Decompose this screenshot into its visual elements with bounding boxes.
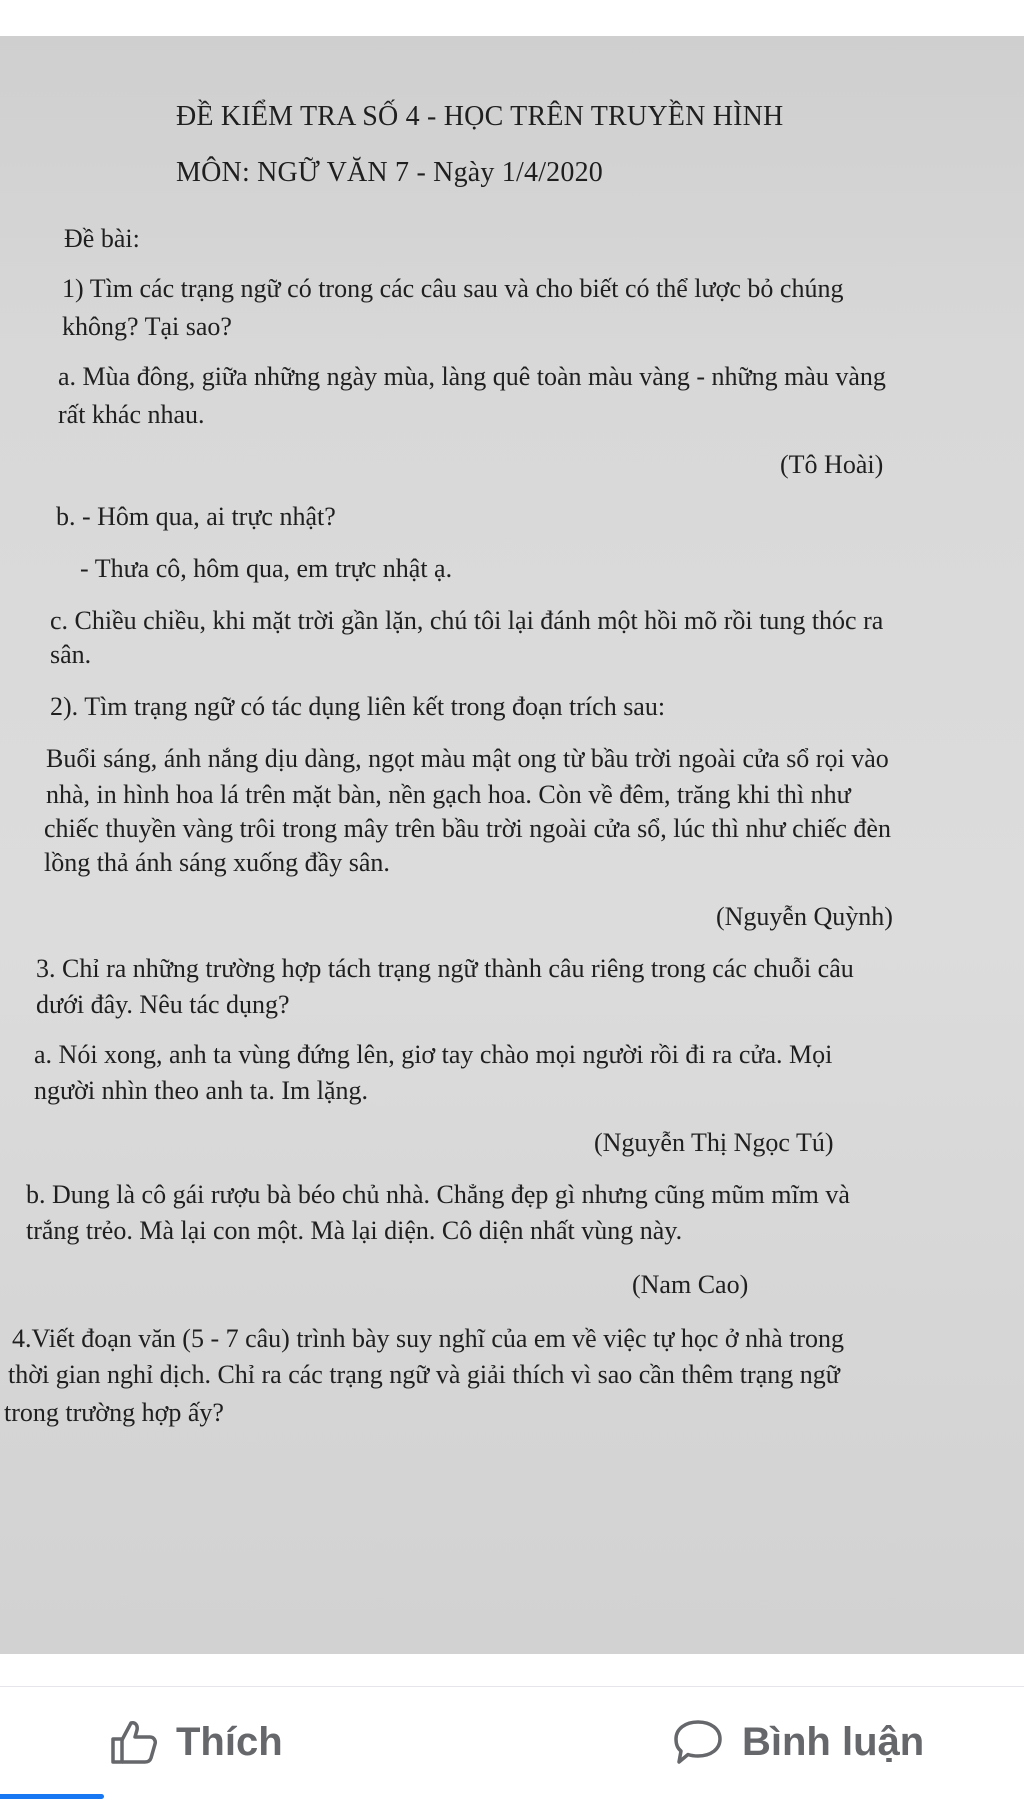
active-tab-indicator <box>0 1794 104 1799</box>
question-3a-author: (Nguyễn Thị Ngọc Tú) <box>594 1128 834 1157</box>
comment-button[interactable] <box>672 1710 924 1774</box>
like-label: Thích <box>176 1719 283 1764</box>
like-button[interactable] <box>110 1710 283 1774</box>
actions-divider <box>0 1686 1024 1687</box>
speech-bubble-icon <box>672 1718 724 1766</box>
question-3-line-2: dưới đây. Nêu tác dụng? <box>36 990 290 1019</box>
question-2-passage-line-3: chiếc thuyền vàng trôi trong mây trên bầu trời ngoài cửa sổ, lúc thì như chiếc đèn <box>44 814 891 843</box>
thumbs-up-icon <box>110 1719 158 1765</box>
question-3-line-1: 3. Chỉ ra những trường hợp tách trạng ngữ thành câu riêng trong các chuỗi câu <box>36 954 854 983</box>
question-4-line-3: trong trường hợp ấy? <box>4 1398 224 1427</box>
question-1b-line-1: b. - Hôm qua, ai trực nhật? <box>56 502 336 531</box>
question-1b-line-2: - Thưa cô, hôm qua, em trực nhật ạ. <box>80 554 453 583</box>
question-1c-line-2: sân. <box>50 640 92 669</box>
question-1-line-2: không? Tại sao? <box>62 312 232 341</box>
question-2-passage-line-2: nhà, in hình hoa lá trên mặt bàn, nền gạch hoa. Còn về đêm, trăng khi thì như <box>46 780 851 809</box>
question-2-line-1: 2). Tìm trạng ngữ có tác dụng liên kết trong đoạn trích sau: <box>50 692 666 721</box>
question-3a-line-2: người nhìn theo anh ta. Im lặng. <box>34 1076 369 1105</box>
question-4-line-2: thời gian nghỉ dịch. Chỉ ra các trạng ngữ và giải thích vì sao cần thêm trạng ngữ <box>8 1360 840 1389</box>
post-photo[interactable] <box>0 36 1024 1654</box>
question-3a-line-1: a. Nói xong, anh ta vùng đứng lên, giơ tay chào mọi người rồi đi ra cửa. Mọi <box>34 1040 833 1069</box>
de-bai-heading: Đề bài: <box>64 224 140 253</box>
exam-subject: MÔN: NGỮ VĂN 7 - Ngày 1/4/2020 <box>176 157 603 188</box>
question-1-line-1: 1) Tìm các trạng ngữ có trong các câu sau và cho biết có thể lược bỏ chúng <box>62 274 844 303</box>
post-actions-bar <box>0 1690 1024 1800</box>
question-2-passage-line-4: lồng thả ánh sáng xuống đầy sân. <box>44 848 390 877</box>
top-strip <box>0 0 1024 36</box>
question-2-author: (Nguyễn Quỳnh) <box>716 902 893 931</box>
question-1c-line-1: c. Chiều chiều, khi mặt trời gần lặn, chú tôi lại đánh một hồi mõ rồi tung thóc ra <box>50 606 884 635</box>
question-4-line-1: 4.Viết đoạn văn (5 - 7 câu) trình bày suy nghĩ của em về việc tự học ở nhà trong <box>12 1324 845 1353</box>
question-2-passage-line-1: Buổi sáng, ánh nắng dịu dàng, ngọt màu mật ong từ bầu trời ngoài cửa sổ rọi vào <box>46 744 889 773</box>
question-1a-line-2: rất khác nhau. <box>58 400 205 429</box>
exam-paper <box>0 36 1024 1654</box>
question-3b-author: (Nam Cao) <box>632 1270 749 1299</box>
question-3b-line-1: b. Dung là cô gái rượu bà béo chủ nhà. Chẳng đẹp gì nhưng cũng mũm mĩm và <box>26 1180 850 1209</box>
exam-title: ĐỀ KIỂM TRA SỐ 4 - HỌC TRÊN TRUYỀN HÌNH <box>176 101 784 132</box>
question-1a-author: (Tô Hoài) <box>780 450 884 479</box>
question-3b-line-2: trắng trẻo. Mà lại con một. Mà lại diện. Cô diện nhất vùng này. <box>26 1216 683 1245</box>
comment-label: Bình luận <box>742 1719 925 1764</box>
question-1a-line-1: a. Mùa đông, giữa những ngày mùa, làng quê toàn màu vàng - những màu vàng <box>58 362 886 391</box>
